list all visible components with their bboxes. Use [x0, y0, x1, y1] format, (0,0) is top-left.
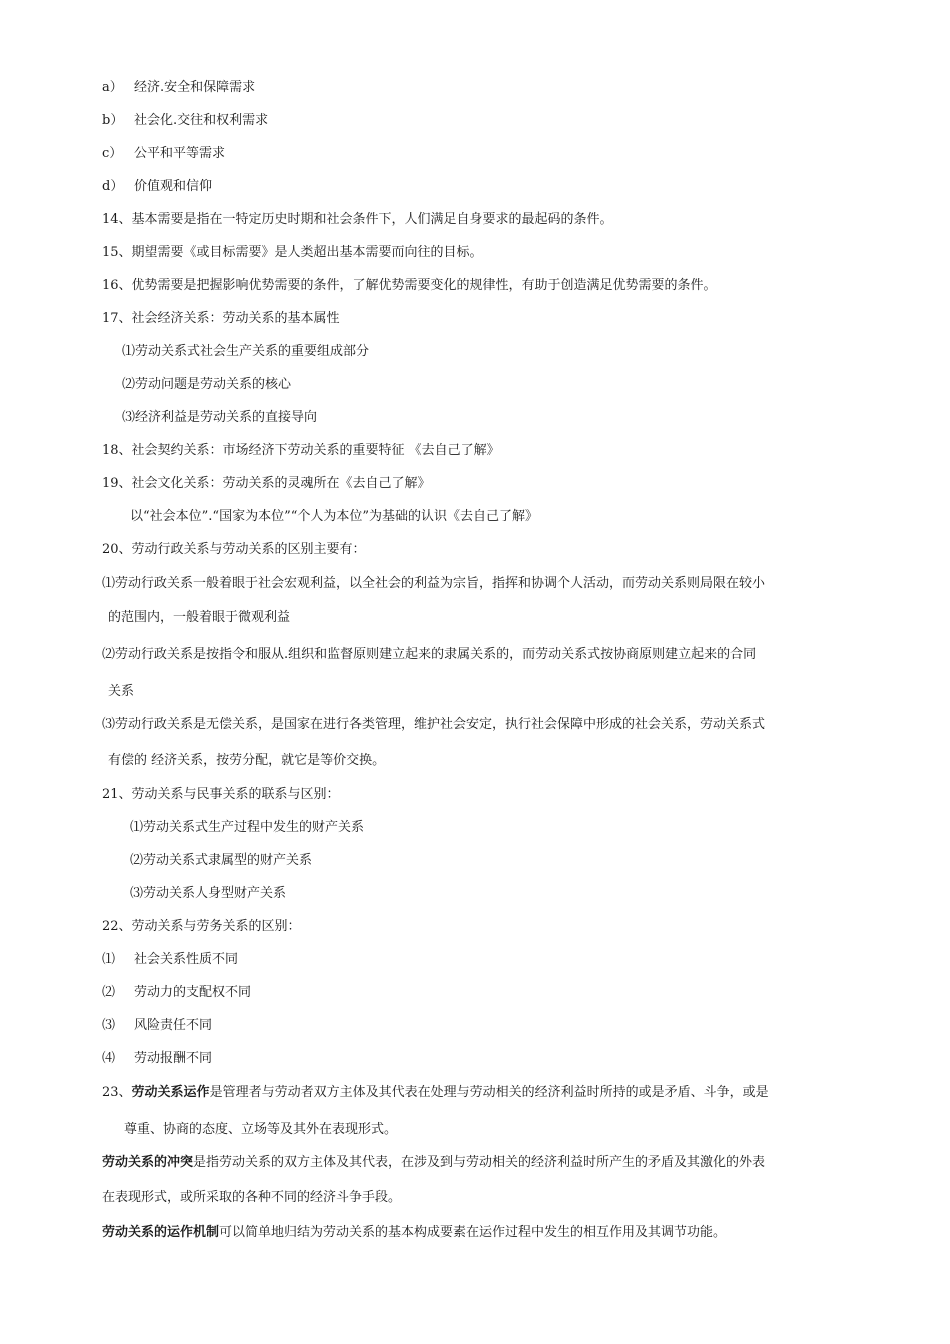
sub-item-continuation: 有偿的 经济关系，按劳分配，就它是等价交换。	[108, 753, 386, 768]
list-marker: ⑶	[102, 1018, 116, 1033]
list-marker: a）	[102, 80, 123, 95]
list-text: 社会化.交往和权利需求	[134, 113, 269, 128]
term-bold: 劳动关系运作	[131, 1085, 210, 1100]
sub-item: ⑶劳动行政关系是无偿关系，是国家在进行各类管理，维护社会安定，执行社会保障中形成的社会关系，劳动关系式	[102, 717, 766, 732]
sub-item: ⑴劳动关系式社会生产关系的重要组成部分	[122, 344, 370, 359]
paragraph-16: 16、优势需要是把握影响优势需要的条件，了解优势需要变化的规律性，有助于创造满足优势需要的条件。	[102, 278, 717, 293]
sub-item: ⑵劳动行政关系是按指令和服从.组织和监督原则建立起来的隶属关系的，而劳动关系式按协商原则建立起来的合同	[102, 647, 757, 662]
sub-item: ⑵劳动关系式隶属型的财产关系	[130, 853, 313, 868]
list-item	[102, 985, 251, 1001]
list-item-c	[102, 146, 225, 162]
sub-item: ⑴劳动行政关系一般着眼于社会宏观利益，以全社会的利益为宗旨，指挥和协调个人活动，而劳动关系则局限在较小	[102, 576, 766, 591]
definition-conflict-continuation: 在表现形式，或所采取的各种不同的经济斗争手段。	[102, 1190, 402, 1205]
paragraph-17: 17、社会经济关系：劳动关系的基本属性	[102, 311, 340, 326]
list-marker: ⑵	[102, 985, 116, 1000]
definition-mechanism	[102, 1225, 726, 1241]
paragraph-19: 19、社会文化关系：劳动关系的灵魂所在《去自己了解》	[102, 476, 431, 491]
list-item-d	[102, 179, 212, 195]
list-item	[102, 1018, 212, 1034]
list-item-b	[102, 113, 268, 129]
list-item	[102, 1051, 212, 1067]
paragraph-18: 18、社会契约关系：市场经济下劳动关系的重要特征 《去自己了解》	[102, 443, 500, 458]
list-text: 价值观和信仰	[134, 179, 213, 194]
sub-item: ⑵劳动问题是劳动关系的核心	[122, 377, 292, 392]
list-item-a	[102, 80, 255, 96]
sub-item: ⑴劳动关系式生产过程中发生的财产关系	[130, 820, 365, 835]
term-bold: 劳动关系的冲突	[102, 1155, 194, 1170]
paragraph-22: 22、劳动关系与劳务关系的区别：	[102, 919, 301, 934]
term-bold: 劳动关系的运作机制	[102, 1225, 220, 1240]
paragraph-text: 是管理者与劳动者双方主体及其代表在处理与劳动相关的经济利益时所持的或是矛盾、斗争，或是	[209, 1085, 769, 1100]
list-marker: ⑴	[102, 952, 116, 967]
sub-item: ⑶劳动关系人身型财产关系	[130, 886, 287, 901]
list-text: 风险责任不同	[134, 1018, 213, 1033]
list-text: 劳动报酬不同	[134, 1051, 213, 1066]
paragraph-14: 14、基本需要是指在一特定历史时期和社会条件下，人们满足自身要求的最起码的条件。	[102, 212, 613, 227]
sub-item: ⑶经济利益是劳动关系的直接导向	[122, 410, 318, 425]
paragraph-20: 20、劳动行政关系与劳动关系的区别主要有：	[102, 542, 366, 557]
list-marker: c）	[102, 146, 123, 161]
paragraph-23-continuation: 尊重、协商的态度、立场等及其外在表现形式。	[124, 1122, 398, 1137]
list-item	[102, 952, 238, 968]
sub-item-continuation: 关系	[108, 684, 135, 699]
list-text: 社会关系性质不同	[134, 952, 239, 967]
definition-conflict	[102, 1155, 765, 1171]
list-marker: ⑷	[102, 1051, 116, 1066]
paragraph-19-note: 以“社会本位”.“国家为本位”“个人为本位”为基础的认识《去自己了解》	[130, 509, 539, 524]
paragraph-text: 是指劳动关系的双方主体及其代表，在涉及到与劳动相关的经济利益时所产生的矛盾及其激化的外表	[193, 1155, 766, 1170]
list-text: 公平和平等需求	[134, 146, 226, 161]
list-text: 经济.安全和保障需求	[134, 80, 256, 95]
paragraph-23	[102, 1085, 769, 1101]
list-text: 劳动力的支配权不同	[134, 985, 252, 1000]
list-marker: b）	[102, 113, 124, 128]
paragraph-text: 可以简单地归结为劳动关系的基本构成要素在运作过程中发生的相互作用及其调节功能。	[219, 1225, 727, 1240]
paragraph-15: 15、期望需要《或目标需要》是人类超出基本需要而向往的目标。	[102, 245, 483, 260]
paragraph-21: 21、劳动关系与民事关系的联系与区别：	[102, 787, 340, 802]
paragraph-number: 23、	[102, 1085, 132, 1100]
sub-item-continuation: 的范围内，一般着眼于微观利益	[108, 610, 291, 625]
list-marker: d）	[102, 179, 124, 194]
